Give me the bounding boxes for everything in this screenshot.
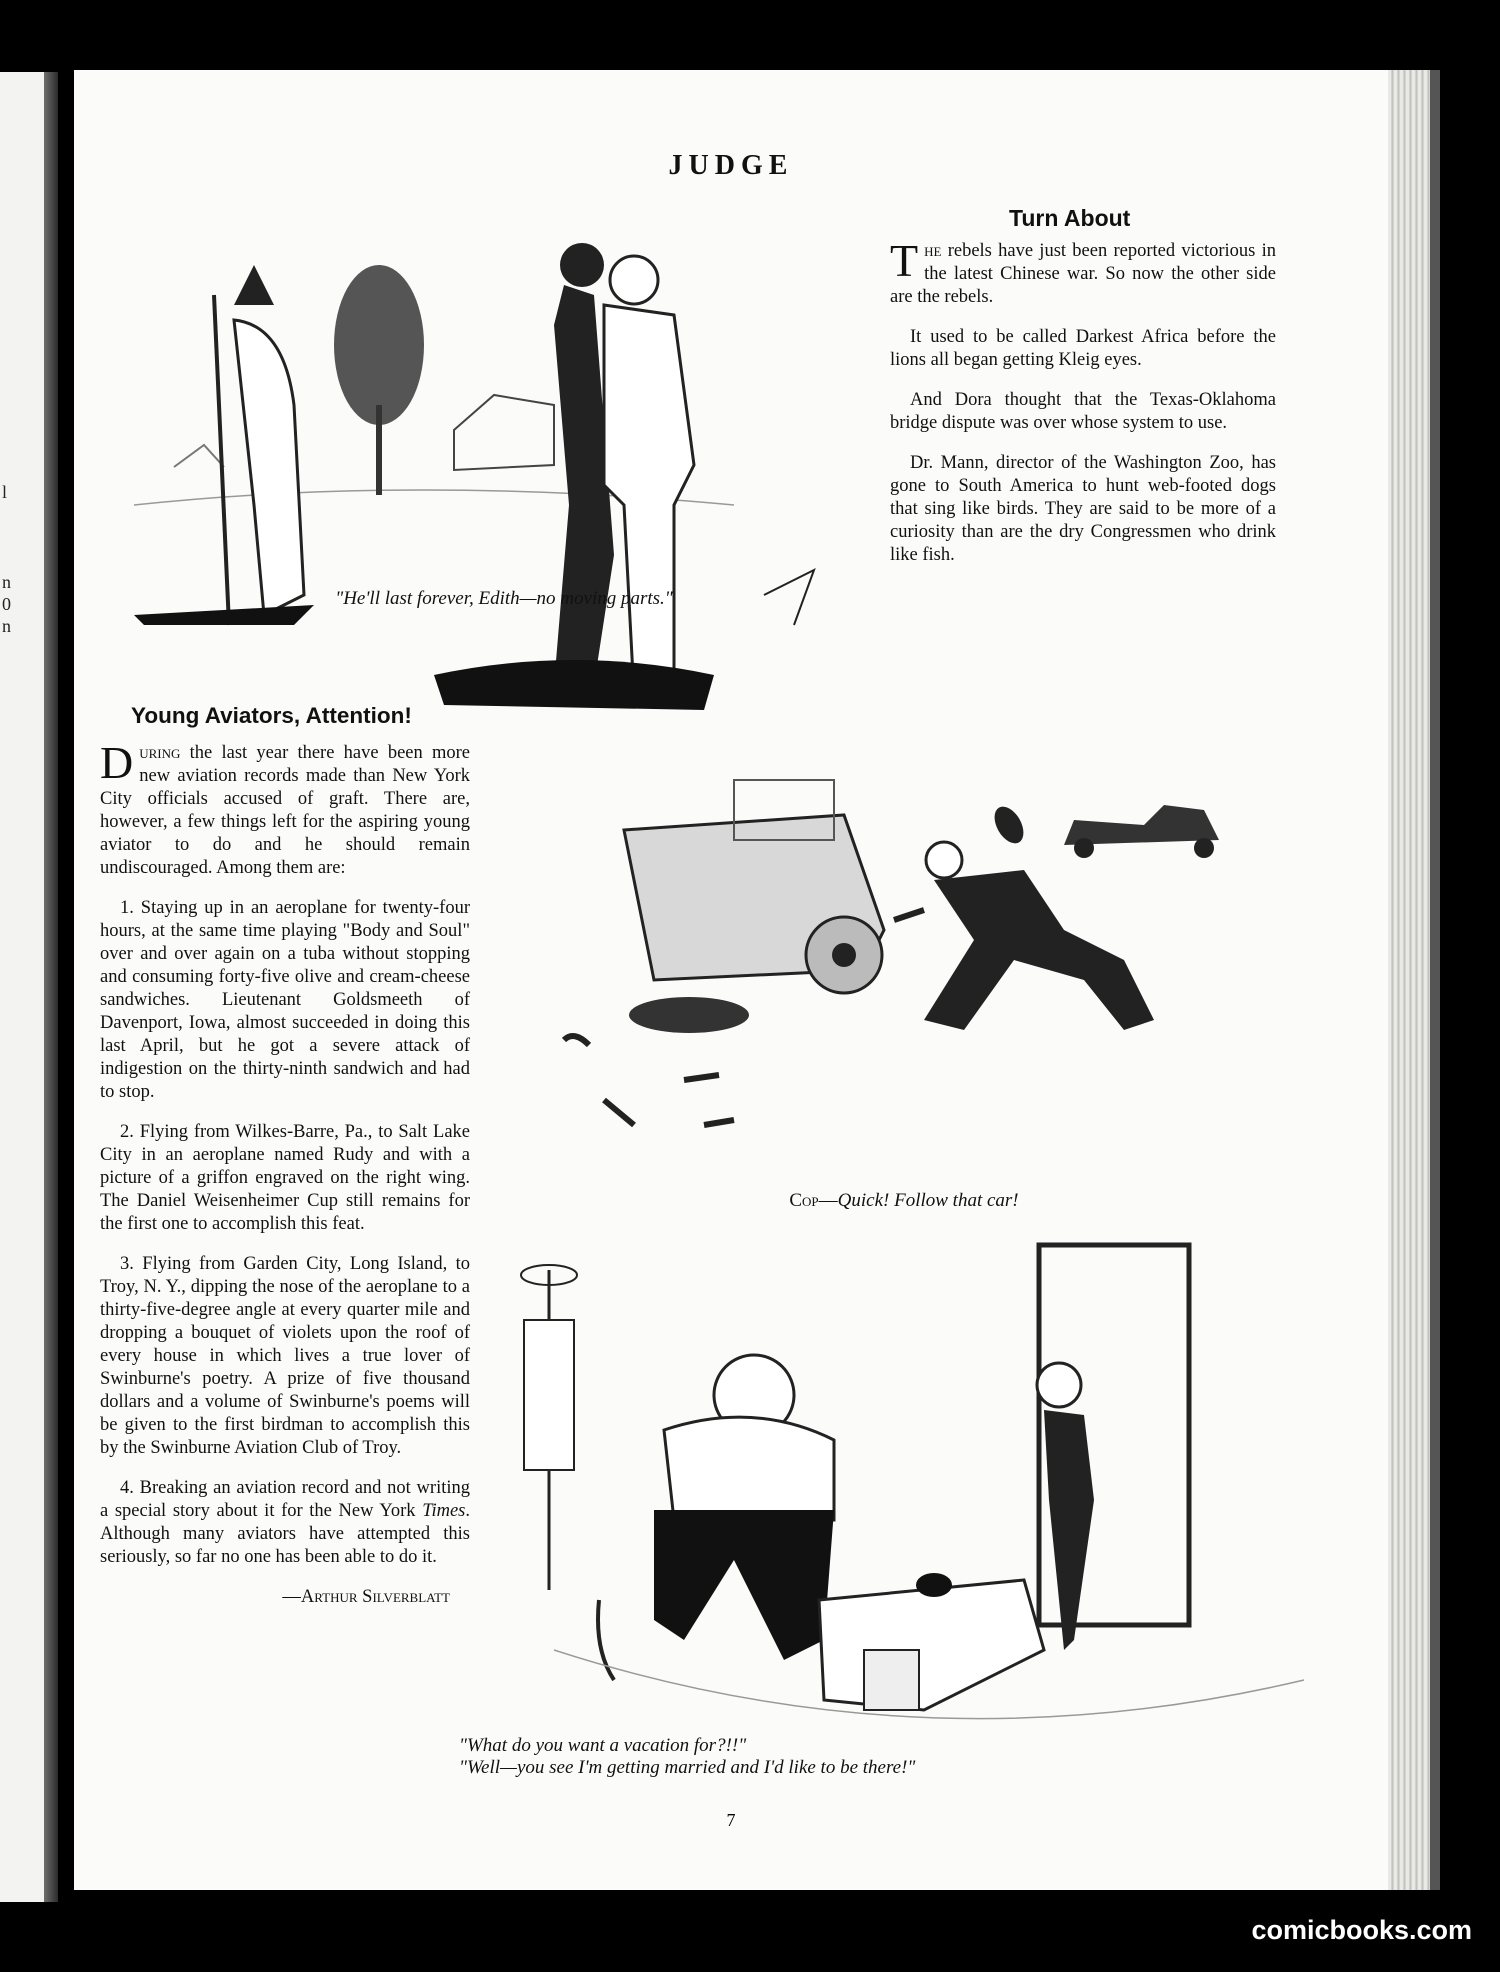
magazine-page (74, 70, 1388, 1890)
left-page-fragment: n (2, 616, 11, 636)
paragraph-text: 4. Breaking an aviation record and not writing a special story about it for the New York (100, 1478, 470, 1521)
left-page-fragment: n (2, 572, 11, 592)
caption-bottom-cartoon (459, 1735, 915, 1779)
page-number: 7 (726, 1810, 736, 1830)
article-young-aviators (100, 737, 470, 1609)
paragraph-text: the last year there have been more new aviation records made than New York City officials accused of graft. There are, however, a few things left for the aspiring young aviator to do and he should remain undiscouraged. Among them are: (100, 743, 470, 878)
newspaper-title: Times (422, 1501, 466, 1521)
article-turn-about (890, 235, 1276, 584)
watermark: comicbooks.com (1251, 1915, 1472, 1945)
left-page-fragment: 0 (2, 594, 11, 614)
paragraph: 3. Flying from Garden City, Long Island, to Troy, N. Y., dipping the nose of the aeroplane to a thirty-five-degree angle at every quarter mile and dropping a bouquet of violets upon the roof of every house in which lives a true lover of Swinburne's poetry. A prize of five thousand dollars and a volume of Swinburne's poems will be given to the first birdman to accomplish this by the Swinburne Aviation Club of Troy. (100, 1254, 470, 1458)
page-gutter (44, 72, 58, 1902)
page-stack-edge (1388, 70, 1440, 1890)
paragraph: It used to be called Darkest Africa before the lions all began getting Kleig eyes. (890, 327, 1276, 370)
lead-in: uring (139, 743, 181, 763)
caption-speaker: Cop— (789, 1190, 838, 1211)
paragraph (890, 235, 1276, 309)
paragraph: And Dora thought that the Texas-Oklahoma bridge dispute was over whose system to use. (890, 390, 1276, 433)
byline: —Arthur Silverblatt (282, 1587, 450, 1607)
cartoon-farmer-couple-drawing (114, 205, 934, 715)
caption-text: Quick! Follow that car! (837, 1190, 1019, 1211)
heading-turn-about: Turn About (1009, 205, 1131, 231)
drop-cap: T (890, 235, 919, 286)
cartoon-farmer-couple (114, 205, 934, 715)
paragraph: 1. Staying up in an aeroplane for twenty-four hours, at the same time playing "Body and Soul" over and over again on a tuba without stopping and consuming forty-five olive and cream-cheese sandwiches. Lieutenant Goldsmeeth of Davenport, Iowa, almost succeeded in doing this last April, but he got a severe attack of indigestion on the thirty-ninth sandwich and had to stop. (100, 898, 470, 1102)
paragraph: Dr. Mann, director of the Washington Zoo, has gone to South America to hunt web-footed dogs that sing like birds. They are said to be more of a curiosity than are the dry Congressmen who drink like fish. (890, 453, 1276, 565)
drop-cap: D (100, 737, 134, 788)
cartoon-cop-chase-drawing (504, 730, 1344, 1170)
paragraph-text: . Although many aviators have attempted this seriously, so far no one has been able to do it. (100, 1501, 470, 1567)
paragraph: 2. Flying from Wilkes-Barre, Pa., to Salt Lake City in an aeroplane named Rudy and with a picture of a griffon engraved on the right wing. The Daniel Weisenheimer Cup still remains for the first one to accomplish this feat. (100, 1122, 470, 1234)
cartoon-vacation-office-drawing (504, 1180, 1344, 1800)
caption-line: "What do you want a vacation for?!!" (459, 1735, 747, 1756)
left-page-fragment: l (2, 482, 8, 502)
lead-in: he (924, 241, 942, 261)
left-page-strip (0, 72, 58, 1902)
caption-line: "Well—you see I'm getting married and I'd like to be there!" (459, 1757, 916, 1778)
caption-top-cartoon: "He'll last forever, Edith—no moving parts." (335, 588, 673, 609)
heading-young-aviators: Young Aviators, Attention! (131, 703, 412, 728)
cartoon-cop-chase (504, 730, 1344, 1170)
cartoon-vacation-office (504, 1180, 1344, 1800)
paragraph-text: rebels have just been reported victorious in the latest Chinese war. So now the other side are the rebels. (890, 241, 1276, 307)
paragraph (100, 1477, 470, 1569)
masthead: JUDGE (668, 150, 794, 181)
paragraph (100, 737, 470, 880)
